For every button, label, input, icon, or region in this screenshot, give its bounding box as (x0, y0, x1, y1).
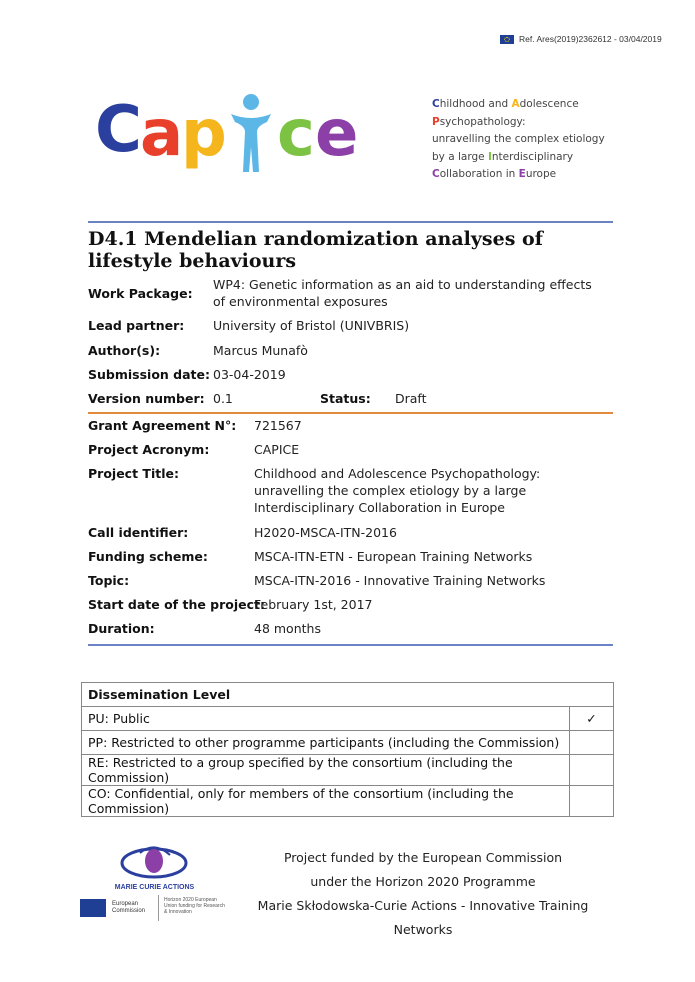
european-commission-logo (80, 895, 230, 921)
detail-label: Author(s): (88, 343, 161, 358)
table-row (82, 707, 614, 731)
logo-letter-a: a (140, 97, 184, 171)
detail-value: Marcus Munafò (213, 343, 308, 358)
project-value: H2020-MSCA-ITN-2016 (254, 525, 397, 540)
detail-label: Lead partner: (88, 318, 185, 333)
project-label: Topic: (88, 573, 130, 588)
checkmark-icon: ✓ (570, 707, 614, 731)
check-cell (570, 755, 614, 786)
detail-value: 03-04-2019 (213, 367, 286, 382)
table-row (82, 786, 614, 817)
status-value: Draft (395, 391, 427, 406)
detail-value: University of Bristol (UNIVBRIS) (213, 318, 410, 333)
tagline-line: Collaboration in Europe (432, 168, 557, 180)
table-header: Dissemination Level (82, 683, 614, 707)
funding-line: Project funded by the European Commission (283, 850, 563, 865)
dissemination-option: PP: Restricted to other programme participants (including the Commission) (82, 731, 570, 755)
mca-label: MARIE CURIE ACTIONS (114, 884, 195, 891)
logo-letter-c2: c (277, 97, 315, 171)
status-label: Status: (320, 391, 371, 406)
detail-label: Submission date: (88, 367, 210, 382)
detail-label: Work Package: (88, 286, 193, 301)
details-bottom-rule (88, 412, 613, 414)
title-top-rule (88, 221, 613, 223)
detail-value: WP4: Genetic information as an aid to understanding effects of environmental exposures (213, 277, 592, 309)
project-value: February 1st, 2017 (254, 597, 373, 612)
table-row (82, 755, 614, 786)
tagline-line: Childhood and Adolescence (432, 98, 579, 110)
reference-text: Ref. Ares(2019)2362612 - 03/04/2019 (519, 34, 662, 44)
eu-flag-icon (80, 899, 106, 917)
marie-curie-portrait-icon (112, 845, 197, 879)
detail-value: 0.1 (213, 391, 233, 406)
project-value: MSCA-ITN-ETN - European Training Networks (254, 549, 533, 564)
tagline-line: Psychopathology: (432, 115, 526, 128)
project-label: Grant Agreement N°: (88, 418, 237, 433)
project-value: 721567 (254, 418, 302, 433)
reference-stamp (500, 34, 662, 44)
project-label: Call identifier: (88, 525, 189, 540)
project-value: Childhood and Adolescence Psychopathology: unravelling the complex etiology by a large Interdisciplinary Collaboration in Europe (254, 466, 541, 515)
funding-line: under the Horizon 2020 Programme (310, 874, 536, 889)
funding-line: Marie Skłodowska-Curie Actions - Innovative Training Networks (257, 898, 589, 937)
check-cell (570, 786, 614, 817)
project-label: Project Acronym: (88, 442, 210, 457)
document-title: D4.1 Mendelian randomization analyses of lifestyle behaviours (88, 228, 543, 272)
project-label: Project Title: (88, 466, 179, 481)
ec-label: European Commission (112, 901, 146, 914)
capice-logo (95, 92, 370, 177)
dissemination-option: RE: Restricted to a group specified by the consortium (including the Commission) (82, 755, 570, 786)
dissemination-option: PU: Public (82, 707, 570, 731)
dissemination-table (81, 682, 614, 817)
logo-tagline (432, 96, 605, 184)
child-figure-icon (227, 92, 275, 177)
tagline-line: unravelling the complex etiology (432, 133, 605, 145)
project-value: CAPICE (254, 442, 300, 457)
project-label: Start date of the project: (88, 597, 266, 612)
h2020-label: Horizon 2020 European Union funding for Research & Innovation (164, 897, 225, 915)
tagline-line: by a large Interdisciplinary (432, 150, 574, 163)
logo-letter-p: p (181, 97, 227, 171)
logo-letter-c: C (95, 93, 142, 167)
check-cell (570, 731, 614, 755)
project-label: Funding scheme: (88, 549, 208, 564)
project-bottom-rule (88, 644, 613, 646)
table-row (82, 731, 614, 755)
eu-flag-icon (500, 35, 514, 44)
logo-divider (158, 895, 159, 921)
logo-letter-e: e (315, 97, 359, 171)
dissemination-option: CO: Confidential, only for members of the consortium (including the Commission) (82, 786, 570, 817)
project-value: MSCA-ITN-2016 - Innovative Training Networks (254, 573, 546, 588)
project-label: Duration: (88, 621, 155, 636)
project-value: 48 months (254, 621, 321, 636)
funding-statement (238, 846, 608, 942)
marie-curie-logo (112, 845, 197, 891)
detail-label: Version number: (88, 391, 205, 406)
table-header-row (82, 683, 614, 707)
